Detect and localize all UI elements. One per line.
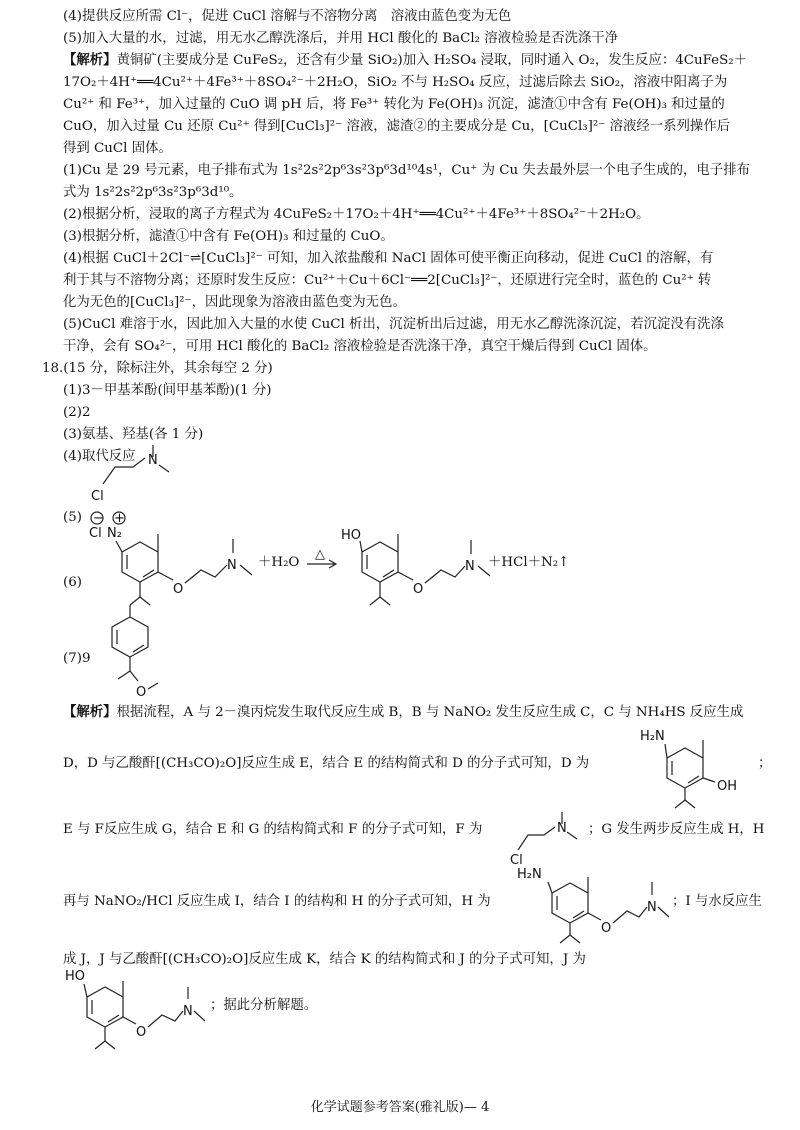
q17-analysis-line: CuO，加入过量 Cu 还原 Cu²⁺ 得到[CuCl₃]²⁻ 溶液，滤渣②的主要成分是 Cu，[CuCl₃]²⁻ 溶液经一系列操作后: [63, 119, 731, 134]
q17-analysis-line: 得到 CuCl 固体。: [63, 141, 172, 156]
eq6-products: ＋HCl＋N₂↑: [488, 555, 570, 570]
charge-minus: −: [93, 511, 104, 526]
q17-analysis-line: 干净，会有 SO₄²⁻，可用 HCl 酸化的 BaCl₂ 溶液检验是否洗涤干净，真空干燥后得到 CuCl 固体。: [63, 339, 657, 354]
atom-HO: HO: [341, 528, 362, 543]
q17-analysis-line: Cu²⁺ 和 Fe³⁺，加入过量的 CuO 调 pH 后，将 Fe³⁺ 转化为 Fe(OH)₃ 沉淀，滤渣①中含有 Fe(OH)₃ 和过量的: [63, 97, 725, 112]
q17-analysis-line: 17O₂＋4H⁺══4Cu²⁺＋4Fe³⁺＋8SO₄²⁻＋2H₂O，SiO₂ 不与 H₂SO₄ 反应，过滤后除去 SiO₂，溶液中阳离子为: [63, 75, 728, 90]
q17-analysis-line: (4)根据 CuCl＋2Cl⁻⇌[CuCl₃]²⁻ 可知，加入浓盐酸和 NaCl 固体可使平衡正向移动，促进 CuCl 的溶解，有: [63, 251, 714, 266]
atom-HO: HO: [65, 969, 86, 984]
q17-analysis-line: 【解析】黄铜矿(主要成分是 CuFeS₂，还含有少量 SiO₂)加入 H₂SO₄ 浸取，同时通入 O₂，发生反应：4CuFeS₂＋: [63, 53, 748, 68]
answer-18-4: (4)取代反应: [63, 449, 136, 464]
q18-analysis-line: 再与 NaNO₂/HCl 反应生成 I，结合 I 的结构和 H 的分子式可知，H 为: [63, 894, 491, 909]
atom-Cl: Cl: [89, 526, 102, 541]
answer-18-3: (3)氨基、羟基(各 1 分): [63, 427, 204, 442]
atom-N: N: [183, 1004, 193, 1019]
atom-O: O: [136, 685, 147, 700]
q17-analysis-line: 式为 1s²2s²2p⁶3s²3p⁶3d¹⁰。: [63, 185, 243, 200]
atom-O: O: [173, 582, 184, 597]
charge-plus: +: [114, 511, 125, 526]
answer-18-6-label: (6): [63, 575, 82, 590]
atom-N: N: [647, 900, 657, 915]
heat-symbol: △: [315, 547, 325, 562]
atom-N: N: [557, 821, 567, 836]
atom-H2N: H₂N: [640, 729, 665, 744]
q18-analysis-line: ；I 与水反应生: [672, 894, 762, 909]
structure-D: [635, 720, 755, 820]
q18-analysis-line: ；G 发生两步反应生成 H，H: [588, 822, 765, 837]
structure-6-phenol-product: [335, 520, 495, 625]
q18-analysis-line: 成 J，J 与乙酸酐[(CH₃CO)₂O]反应生成 K，结合 K 的结构简式和 J 的分子式可知，J 为: [63, 952, 586, 967]
page-footer: 化学试题参考答案(雅礼版)— 4: [310, 1100, 490, 1115]
answer-18-7-label: (7)9: [63, 651, 91, 666]
structure-J: [65, 965, 225, 1060]
atom-N: N: [148, 453, 158, 468]
atom-OH: OH: [717, 779, 738, 794]
atom-Cl: Cl: [510, 853, 523, 868]
answer-17-5: (5)加入大量的水，过滤，用无水乙醇洗涤后，并用 HCl 酸化的 BaCl₂ 溶液检验是否洗涤干净: [63, 31, 619, 46]
q18-analysis-semicolon: ；: [758, 756, 772, 771]
atom-N: N: [227, 558, 237, 573]
atom-H2N: H₂N: [517, 867, 542, 882]
q17-analysis-line: (3)根据分析，滤渣①中含有 Fe(OH)₃ 和过量的 CuO。: [63, 229, 394, 244]
q17-analysis-line: (2)根据分析，浸取的离子方程式为 4CuFeS₂＋17O₂＋4H⁺══4Cu²⁺＋4Fe³⁺＋8SO₄²⁻＋2H₂O。: [63, 207, 650, 222]
eq6-plus-water: ＋H₂O: [258, 555, 300, 570]
atom-Cl: Cl: [91, 489, 104, 504]
q18-analysis-line: E 与 F反应生成 G，结合 E 和 G 的结构简式和 F 的分子式可知，F 为: [63, 822, 483, 837]
answer-18-2: (2)2: [63, 405, 91, 420]
structure-7-isomer: [100, 605, 180, 700]
answer-18-5-label: (5): [63, 510, 82, 525]
answer-18-1: (1)3－甲基苯酚(间甲基苯酚)(1 分): [63, 383, 272, 398]
atom-O: O: [136, 1025, 147, 1040]
group-N2: N₂: [107, 526, 122, 541]
q18-header: 18.(15 分，除标注外，其余每空 2 分): [42, 361, 273, 376]
atom-O: O: [601, 921, 612, 936]
answer-17-4: (4)提供反应所需 Cl⁻，促进 CuCl 溶解与不溶物分离 溶液由蓝色变为无色: [63, 9, 512, 24]
analysis-tag: 【解析】: [63, 53, 117, 68]
atom-N: N: [465, 559, 475, 574]
atom-O: O: [413, 582, 424, 597]
q17-analysis-line: (1)Cu 是 29 号元素，电子排布式为 1s²2s²2p⁶3s²3p⁶3d¹⁰4s¹，Cu⁺ 为 Cu 失去最外层一个电子生成的，电子排布: [63, 163, 750, 178]
q17-analysis-line: 利于其与不溶物分离；还原时发生反应：Cu²⁺＋Cu＋6Cl⁻══2[CuCl₃]²⁻，还原进行完全时，蓝色的 Cu²⁺ 转: [63, 273, 712, 288]
q18-analysis-line: ；据此分析解题。: [210, 998, 318, 1013]
analysis-tag: 【解析】: [63, 705, 117, 720]
q17-analysis-line: 化为无色的[CuCl₃]²⁻，因此现象为溶液由蓝色变为无色。: [63, 295, 406, 310]
q18-analysis-line: D，D 与乙酸酐[(CH₃CO)₂O]反应生成 E，结合 E 的结构简式和 D 的分子式可知，D 为: [63, 756, 590, 771]
structure-H: [515, 855, 670, 950]
q18-analysis-line: 【解析】根据流程，A 与 2－溴丙烷发生取代反应生成 B，B 与 NaNO₂ 发生反应生成 C，C 与 NH₄HS 反应生成: [63, 705, 744, 720]
q17-analysis-line: (5)CuCl 难溶于水，因此加入大量的水使 CuCl 析出，沉淀析出后过滤，用无水乙醇洗涤沉淀，若沉淀没有洗涤: [63, 317, 724, 332]
